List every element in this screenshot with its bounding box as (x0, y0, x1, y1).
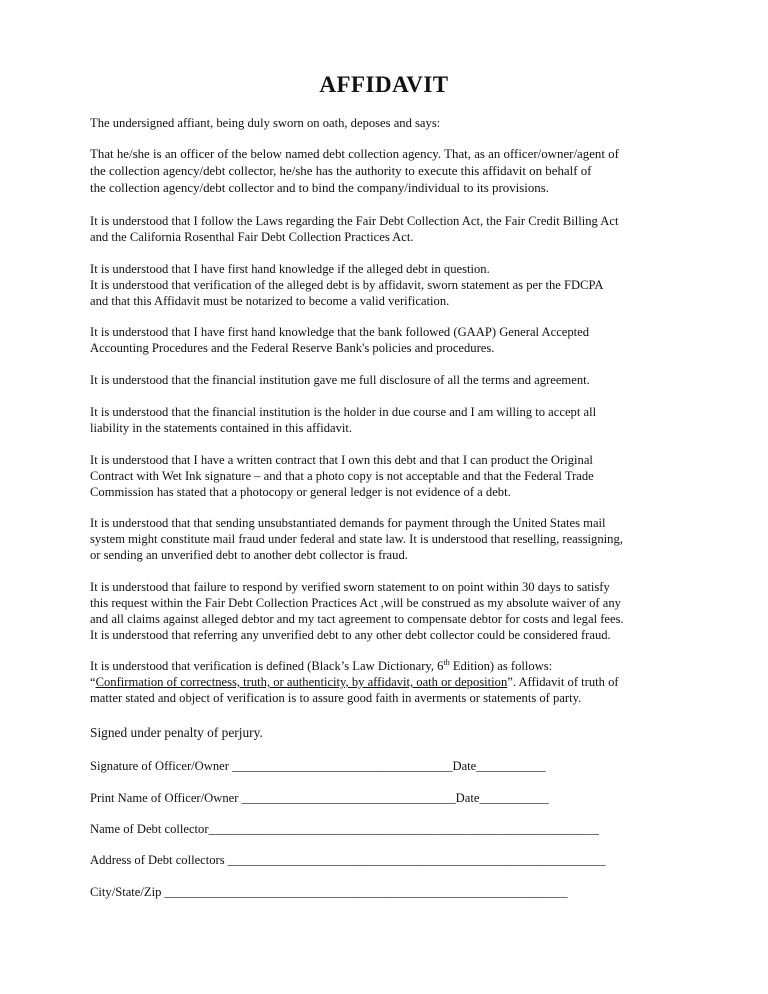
paragraph-disclosure (90, 372, 690, 388)
paragraph-line: system might constitute mail fraud under federal and state law. It is understood that reselling, reassigning, (90, 532, 623, 546)
definition-line-1 (90, 658, 690, 674)
open-quote: “ (90, 675, 96, 689)
paragraph-line: or sending an unverified debt to another debt collector is fraud. (90, 548, 408, 562)
definition-line-3: matter stated and object of verification is to assure good faith in averments or statements of party. (90, 691, 582, 705)
paragraph-line: It is understood that the financial institution is the holder in due course and I am willing to accept all (90, 405, 597, 419)
intro-line: The undersigned affiant, being duly sworn on oath, deposes and says: (90, 116, 441, 130)
paragraph-line: this request within the Fair Debt Collection Practices Act ,will be construed as my absolute waiver of any (90, 596, 621, 610)
signature-field[interactable]: Signature of Officer/Owner ___________________________________Date___________ (90, 759, 546, 773)
paragraph-line: the collection agency/debt collector, he/she has the authority to execute this affidavit on behalf of (90, 164, 592, 178)
intro-paragraph (90, 115, 690, 131)
paragraph-holder (90, 404, 690, 436)
debt-collector-name-field[interactable]: Name of Debt collector______________________________________________________________ (90, 822, 599, 836)
paragraph-contract (90, 452, 690, 500)
paragraph-gaap (90, 324, 690, 356)
paragraph-authority (90, 146, 690, 197)
definition-text: Edition) as follows: (449, 659, 553, 673)
paragraph-line: It is understood that the financial institution gave me full disclosure of all the terms and agreement. (90, 373, 590, 387)
debt-collector-address-field[interactable]: Address of Debt collectors ____________________________________________________________ (90, 853, 606, 867)
definition-text: It is understood that verification is defined (Black’s Law Dictionary, 6 (90, 659, 444, 673)
paragraph-line: It is understood that failure to respond by verified sworn statement to on point within 30 days to satisfy (90, 580, 610, 594)
paragraph-line: Commission has stated that a photocopy or general ledger is not evidence of a debt. (90, 485, 511, 499)
paragraph-verification (90, 261, 690, 309)
paragraph-waiver (90, 579, 690, 643)
definition-quote: Confirmation of correctness, truth, or authenticity, by affidavit, oath or deposition (95, 675, 508, 689)
print-name-field[interactable]: Print Name of Officer/Owner __________________________________Date___________ (90, 791, 549, 805)
paragraph-line: That he/she is an officer of the below named debt collection agency. That, as an officer/owner/agent of (90, 147, 619, 161)
paragraph-line: It is understood that I follow the Laws regarding the Fair Debt Collection Act, the Fair Credit Billing Act (90, 214, 619, 228)
paragraph-line: the collection agency/debt collector and to bind the company/individual to its provisions. (90, 181, 549, 195)
paragraph-line: and the California Rosenthal Fair Debt Collection Practices Act. (90, 230, 414, 244)
edition-superscript: th (443, 658, 450, 667)
paragraph-line: and that this Affidavit must be notarized to become a valid verification. (90, 294, 450, 308)
document-title: AFFIDAVIT (319, 72, 449, 97)
city-state-zip-field[interactable]: City/State/Zip ________________________________________________________________ (90, 885, 568, 899)
paragraph-line: liability in the statements contained in this affidavit. (90, 421, 353, 435)
definition-line-2 (90, 674, 690, 690)
paragraph-line: It is understood that referring any unverified debt to any other debt collector could be considered fraud. (90, 628, 611, 642)
paragraph-line: Accounting Procedures and the Federal Reserve Bank's policies and procedures. (90, 341, 495, 355)
paragraph-line: Contract with Wet Ink signature – and that a photo copy is not acceptable and that the Federal Trade (90, 469, 594, 483)
paragraph-line: It is understood that I have first hand knowledge if the alleged debt in question. (90, 262, 490, 276)
paragraph-line: It is understood that I have a written contract that I own this debt and that I can product the Original (90, 453, 593, 467)
paragraph-line: It is understood that verification of the alleged debt is by affidavit, sworn statement as per the FDCPA (90, 278, 604, 292)
signed-statement: Signed under penalty of perjury. (90, 725, 263, 740)
paragraph-laws (90, 213, 690, 245)
paragraph-line: and all claims against alleged debtor and my tact agreement to compensate debtor for costs and legal fees. (90, 612, 624, 626)
paragraph-line: It is understood that that sending unsubstantiated demands for payment through the United States mail (90, 516, 606, 530)
definition-text: ”. Affidavit of truth of (507, 675, 619, 689)
paragraph-definition (90, 658, 690, 706)
paragraph-mail-fraud (90, 515, 690, 563)
paragraph-line: It is understood that I have first hand knowledge that the bank followed (GAAP) General Accepted (90, 325, 590, 339)
